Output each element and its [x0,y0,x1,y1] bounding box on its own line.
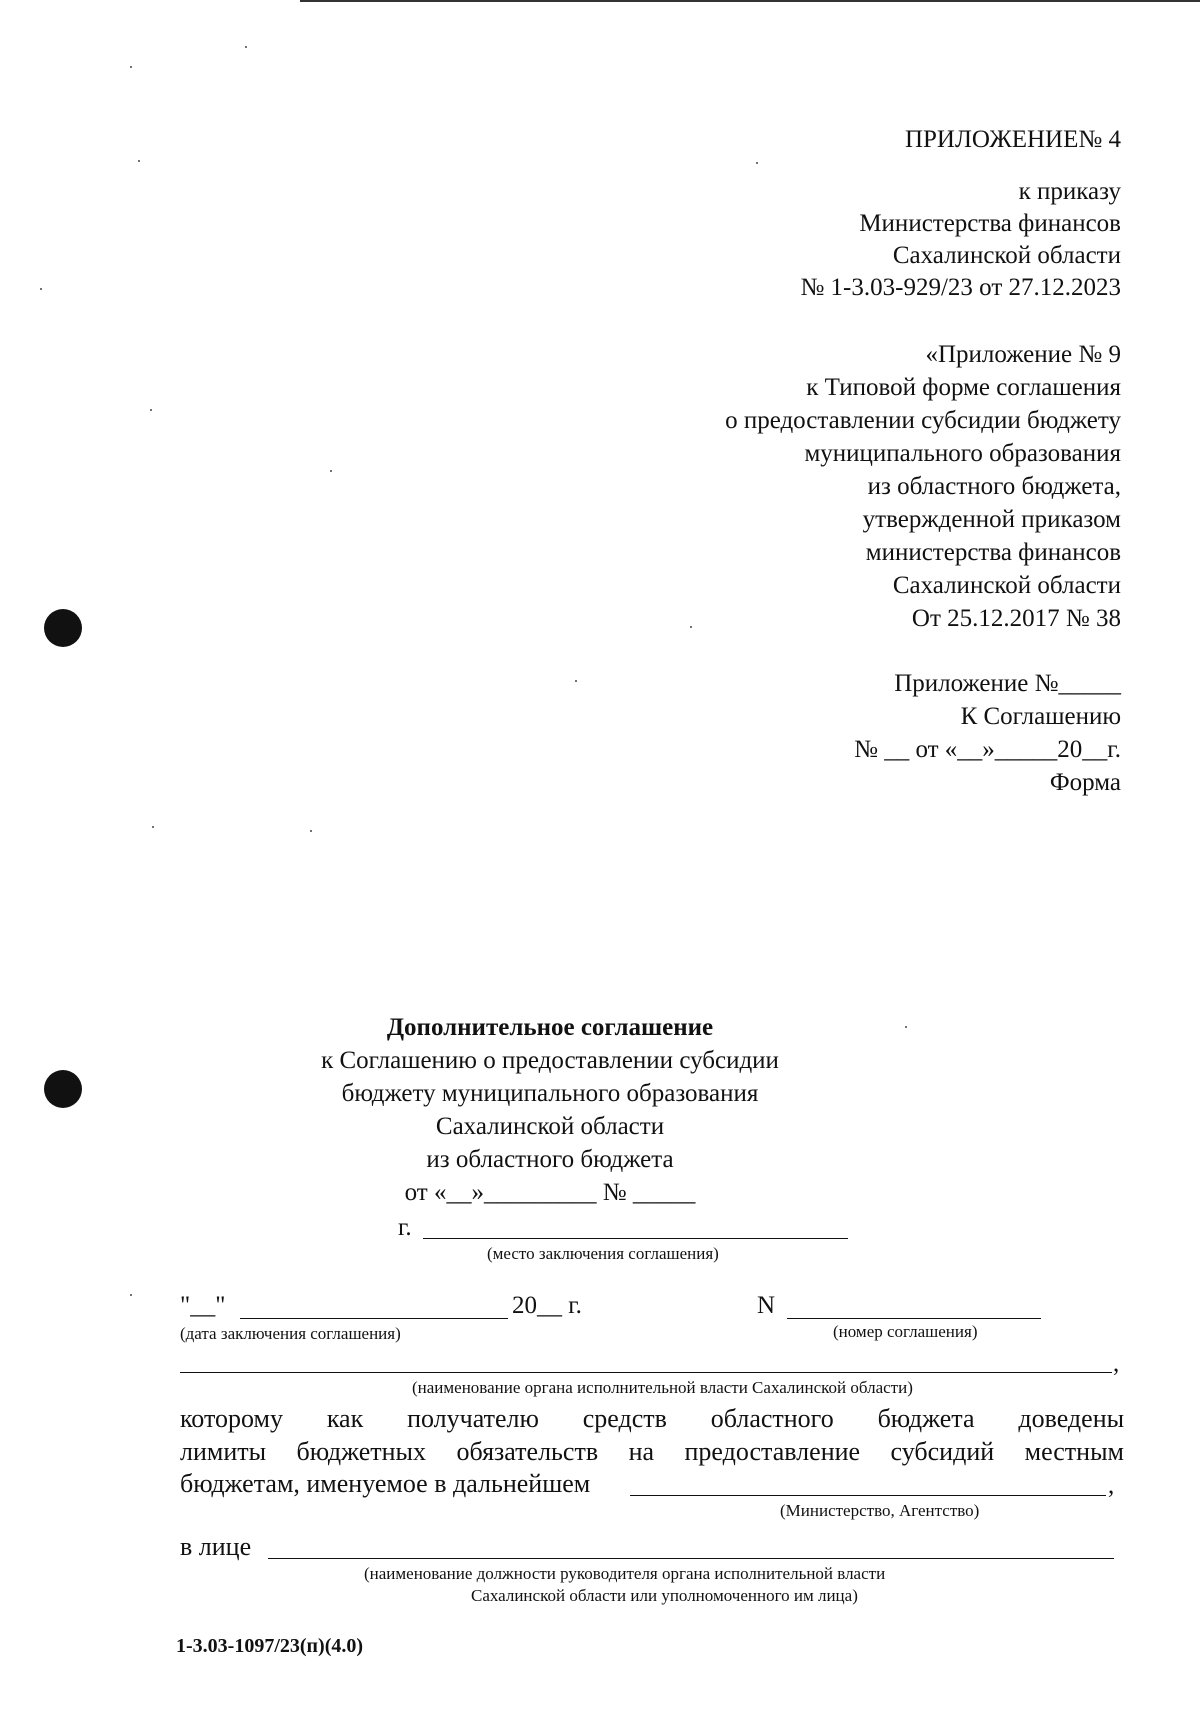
body-word: которому [180,1404,283,1433]
scan-speck [330,470,332,472]
ministry-field-line[interactable] [630,1495,1106,1496]
typical-form-line: муниципального образования [804,440,1121,467]
scan-speck [310,830,312,832]
body-word: доведены [1018,1404,1125,1433]
title-line: из областного бюджета [426,1146,674,1173]
document-code: 1-3.03-1097/23(п)(4.0) [176,1635,364,1657]
scan-speck [756,162,758,164]
punch-hole-upper [44,609,82,647]
body-line-2 [180,1435,1124,1469]
order-line: Министерства финансов [859,210,1121,237]
scan-speck [575,680,577,682]
body-word: получателю [407,1404,539,1433]
agreement-ref-line: К Соглашению [960,703,1121,730]
body-word: лимиты бюджетных [180,1437,427,1466]
date-quote-blank: "__" [180,1292,226,1319]
title-date-number: от «__»_________ № _____ [404,1179,696,1206]
number-prefix: N [757,1292,776,1319]
typical-form-line: Сахалинской области [892,572,1121,599]
person-caption-line-1: (наименование должности руководителя органа исполнительной власти [364,1564,886,1583]
agreement-ref-line: Форма [1049,769,1121,796]
scan-top-edge [300,0,1200,2]
agreement-ref-line: № __ от «__»_____20__г. [854,736,1121,763]
scan-speck [138,160,140,162]
order-line: № 1-3.03-929/23 от 27.12.2023 [800,274,1121,301]
scan-speck [130,1294,132,1296]
body-word: областного [710,1404,834,1433]
title-line: бюджету муниципального образования [341,1080,759,1107]
title-line: Сахалинской области [435,1113,665,1140]
organ-caption: (наименование органа исполнительной власти Сахалинской области) [412,1378,913,1397]
typical-form-line: министерства финансов [865,539,1121,566]
typical-form-line: к Типовой форме соглашения [806,374,1121,401]
body-word: местным [1024,1437,1124,1466]
agreement-ref-line: Приложение №_____ [894,670,1121,697]
number-field-line[interactable] [787,1318,1041,1319]
body-word: средств [582,1404,667,1433]
order-line: к приказу [1018,178,1121,205]
scan-speck [40,288,42,290]
body-word: бюджета [877,1404,975,1433]
scan-speck [245,46,247,48]
scan-speck [152,826,154,828]
person-prefix: в лице [180,1532,252,1561]
typical-form-line: из областного бюджета, [867,473,1121,500]
scan-speck [130,66,132,68]
order-line: Сахалинской области [892,242,1121,269]
date-field-line[interactable] [240,1318,508,1319]
ministry-comma: , [1108,1472,1115,1499]
person-field-line[interactable] [268,1558,1114,1559]
number-caption: (номер соглашения) [833,1322,978,1341]
typical-form-line: утвержденной приказом [862,506,1121,533]
document-title: Дополнительное соглашение [386,1014,714,1041]
ministry-caption: (Министерство, Агентство) [780,1501,980,1520]
scan-speck [690,626,692,628]
date-year: 20__ г. [512,1292,582,1319]
body-line-1 [180,1402,1124,1436]
appendix-title: ПРИЛОЖЕНИЕ№ 4 [904,126,1121,153]
person-caption-line-2: Сахалинской области или уполномоченного им лица) [471,1586,858,1605]
date-caption: (дата заключения соглашения) [180,1324,401,1343]
typical-form-line: о предоставлении субсидии бюджету [725,407,1121,434]
body-line-3-text: бюджетам, именуемое в дальнейшем [180,1469,591,1498]
place-field-line[interactable] [423,1238,848,1239]
organ-field-line[interactable] [180,1372,1112,1373]
body-word: субсидий [890,1437,995,1466]
place-caption: (место заключения соглашения) [487,1244,719,1263]
body-word: обязательств [456,1437,599,1466]
typical-form-line: «Приложение № 9 [925,341,1121,368]
scan-speck [150,409,152,411]
title-line: к Соглашению о предоставлении субсидии [321,1047,779,1074]
body-word: на [628,1437,655,1466]
typical-form-line: От 25.12.2017 № 38 [911,605,1121,632]
body-word: предоставление [684,1437,861,1466]
body-word: как [326,1404,364,1433]
place-prefix: г. [398,1214,412,1241]
organ-comma: , [1113,1350,1120,1377]
